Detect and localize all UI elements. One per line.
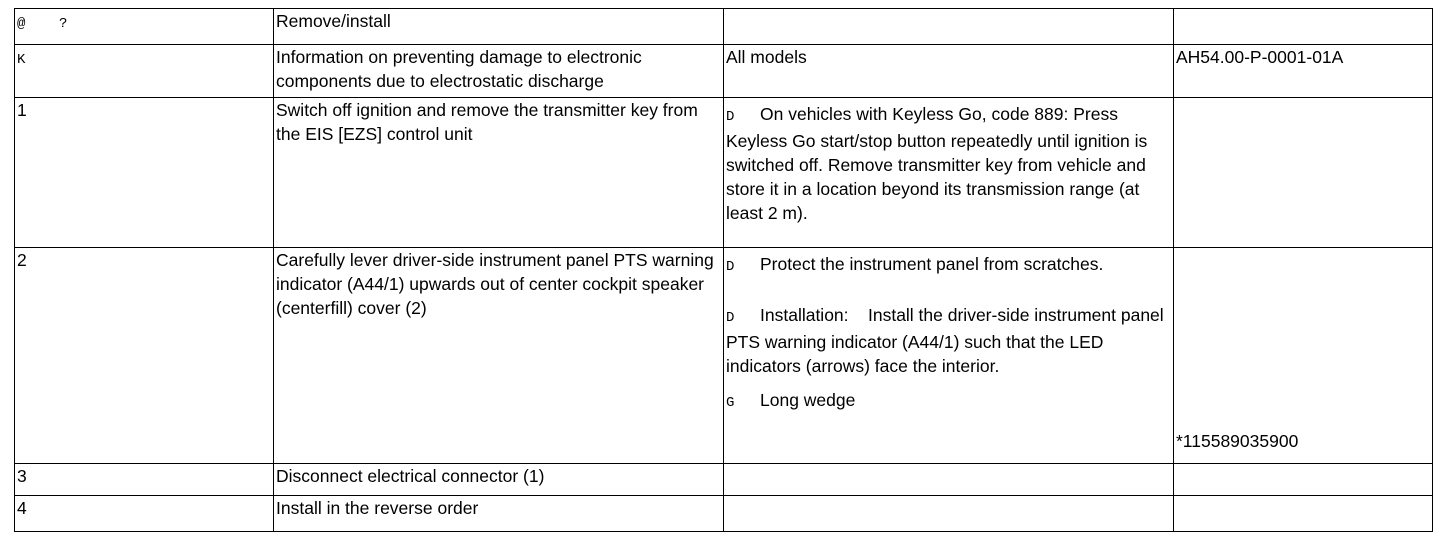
table-row xyxy=(15,464,1433,496)
step-notes-cell xyxy=(724,98,1174,248)
table-row xyxy=(15,496,1433,532)
step-text-cell xyxy=(274,496,724,532)
step-text: Disconnect electrical connector (1) xyxy=(276,466,545,486)
info-models: All models xyxy=(726,47,807,67)
step-text-cell xyxy=(274,464,724,496)
info-symbol: K xyxy=(17,52,26,68)
step-text-cell xyxy=(274,248,724,464)
info-reference-cell xyxy=(1174,45,1433,98)
note-text: Protect the instrument panel from scratches. xyxy=(760,254,1104,274)
table-row xyxy=(15,248,1433,464)
note xyxy=(726,252,1171,279)
step-number-cell xyxy=(15,496,274,532)
header-col4-cell xyxy=(1174,9,1433,45)
step-number-cell xyxy=(15,248,274,464)
step-text: Carefully lever driver-side instrument panel PTS warning indicator (A44/1) upwards out of center cockpit speaker (centerfill) cover (2) xyxy=(276,250,714,318)
step-number: 2 xyxy=(17,250,27,270)
note-label: Installation: xyxy=(760,305,849,325)
step-text: Install in the reverse order xyxy=(276,498,479,518)
step-reference-cell xyxy=(1174,98,1433,248)
step-reference: *115589035900 xyxy=(1176,431,1299,451)
info-reference: AH54.00-P-0001-01A xyxy=(1176,47,1344,67)
step-notes-cell xyxy=(724,496,1174,532)
step-number: 3 xyxy=(17,466,27,486)
info-text: Information on preventing damage to electronic components due to electrostatic discharge xyxy=(276,47,642,91)
header-title-cell xyxy=(274,9,724,45)
header-col3-cell xyxy=(724,9,1174,45)
step-reference-cell xyxy=(1174,464,1433,496)
step-notes-cell xyxy=(724,248,1174,464)
table-row xyxy=(15,45,1433,98)
note xyxy=(726,388,1171,415)
note xyxy=(726,102,1171,225)
note-icon: D xyxy=(726,310,735,326)
note xyxy=(726,303,1171,378)
step-notes-cell xyxy=(724,464,1174,496)
tool-icon: G xyxy=(726,395,735,411)
note-icon: D xyxy=(726,109,735,125)
table-row xyxy=(15,98,1433,248)
info-models-cell xyxy=(724,45,1174,98)
note-text: Long wedge xyxy=(760,390,856,410)
step-reference-cell xyxy=(1174,248,1433,464)
table-header-row xyxy=(15,9,1433,45)
note-text: On vehicles with Keyless Go, code 889: Press Keyless Go start/stop button repeatedly until ignition is switched off. Remove transmitter key from vehicle and store it in a location beyond its transmission range (at least 2 m). xyxy=(726,104,1148,223)
note-text: Install the driver-side instrument panel PTS warning indicator (A44/1) such that the LED indicators (arrows) face the interior. xyxy=(726,305,1164,376)
step-number-cell xyxy=(15,98,274,248)
info-text-cell xyxy=(274,45,724,98)
procedure-table xyxy=(14,8,1433,532)
header-symbols-cell xyxy=(15,9,274,45)
info-symbol-cell xyxy=(15,45,274,98)
note-icon: D xyxy=(726,259,735,275)
step-text: Switch off ignition and remove the transmitter key from the EIS [EZS] control unit xyxy=(276,100,698,144)
header-symbols: @ ? xyxy=(17,16,68,32)
step-text-cell xyxy=(274,98,724,248)
step-number: 1 xyxy=(17,100,27,120)
step-number: 4 xyxy=(17,498,27,518)
header-title: Remove/install xyxy=(276,11,391,31)
step-reference-cell xyxy=(1174,496,1433,532)
step-number-cell xyxy=(15,464,274,496)
